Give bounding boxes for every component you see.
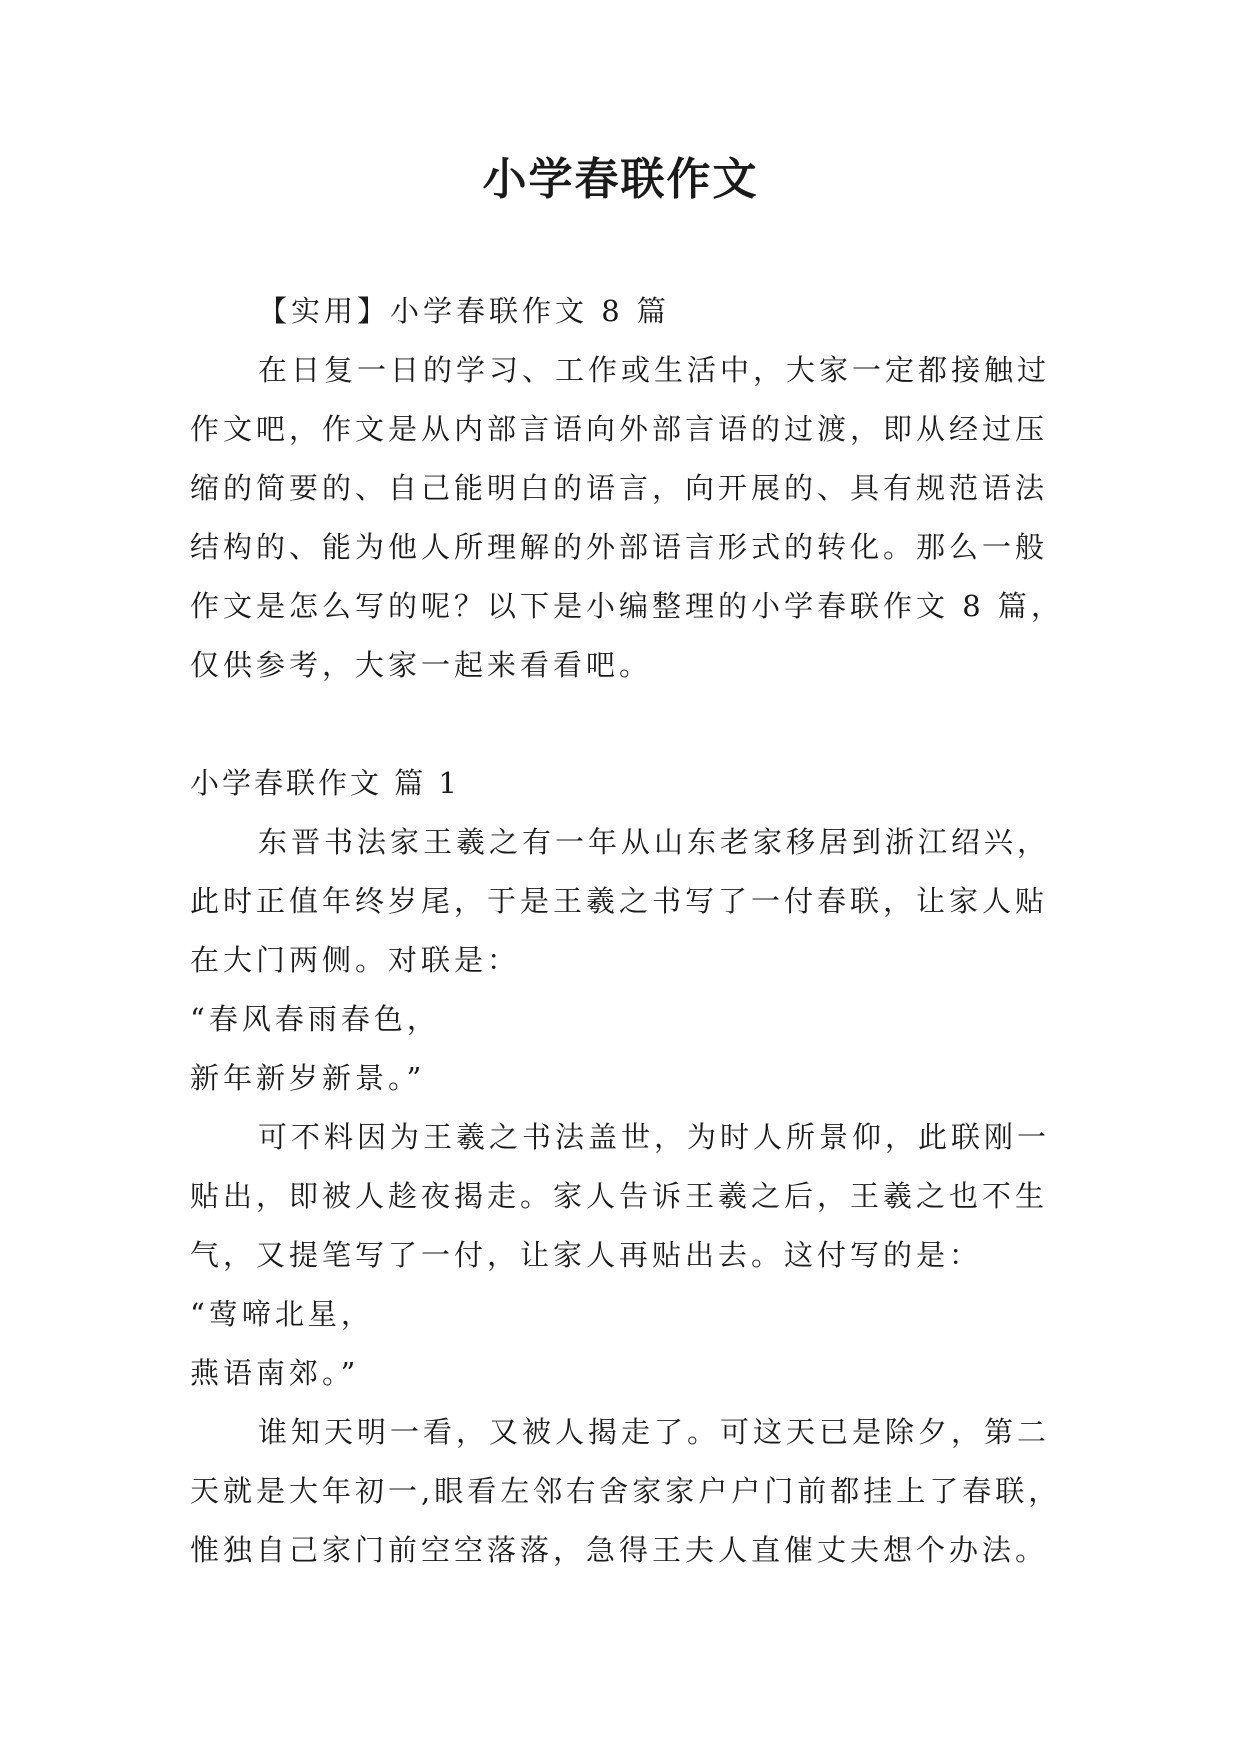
document-body <box>190 282 1070 1580</box>
couplet-line: “莺啼北星， <box>190 1297 374 1331</box>
document-title: 小学春联作文 <box>482 154 759 205</box>
couplet-line: 燕语南郊。” <box>190 1356 360 1390</box>
spacer <box>190 695 1070 754</box>
subtitle: 【实用】小学春联作文 8 篇 <box>258 294 670 328</box>
paragraph: 可不料因为王羲之书法盖世，为时人所景仰，此联刚一贴出，即被人趁夜揭走。家人告诉王羲之后，王羲之也不生气，又提笔写了一付，让家人再贴出去。这付写的是： <box>190 1120 1051 1272</box>
intro-paragraph: 在日复一日的学习、工作或生活中，大家一定都接触过作文吧，作文是从内部言语向外部言语的过渡，即从经过压缩的简要的、自己能明白的语言，向开展的、具有规范语法结构的、能为他人所理解的外部语言形式的转化。那么一般作文是怎么写的呢？以下是小编整理的小学春联作文 8 篇，仅供参考，大家一起来看看吧。 <box>190 353 1064 682</box>
section-heading: 小学春联作文 篇 1 <box>190 766 460 800</box>
paragraph: 谁知天明一看，又被人揭走了。可这天已是除夕，第二天就是大年初一,眼看左邻右舍家家户户门前都挂上了春联，惟独自己家门前空空落落，急得王夫人直催丈夫想个办法。 <box>190 1415 1062 1567</box>
paragraph: 东晋书法家王羲之有一年从山东老家移居到浙江绍兴，此时正值年终岁尾，于是王羲之书写了一付春联，让家人贴在大门两侧。对联是： <box>190 825 1051 977</box>
couplet-line: “春风春雨春色， <box>190 1002 440 1036</box>
couplet-line: 新年新岁新景。” <box>190 1061 426 1095</box>
